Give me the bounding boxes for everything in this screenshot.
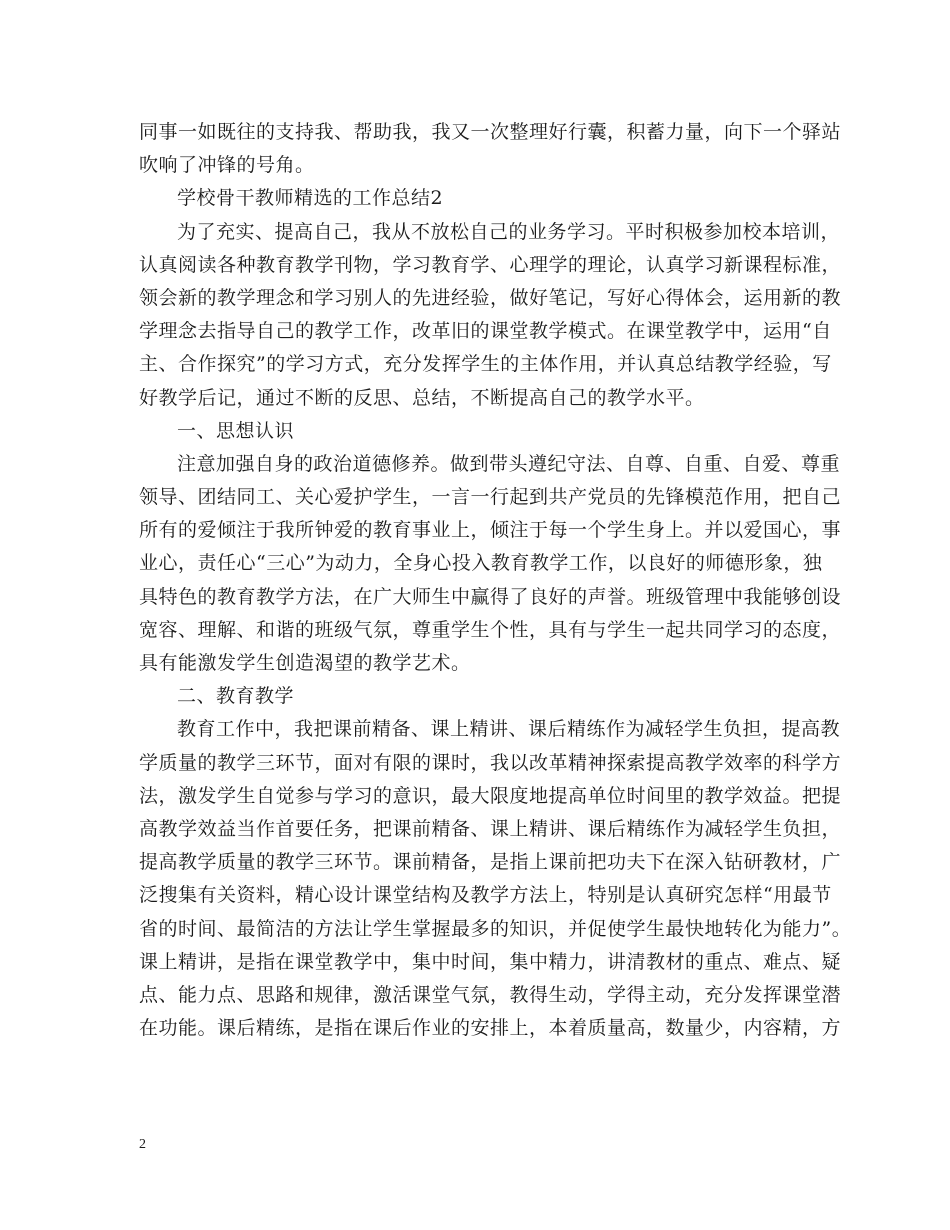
text-line: 泛搜集有关资料，精心设计课堂结构及教学方法上，特别是认真研究怎样“用最节 xyxy=(139,884,832,907)
text-line: 提高教学质量的教学三环节。课前精备，是指上课前把功夫下在深入钻研教材，广 xyxy=(139,851,842,874)
text-line: 领会新的教学理念和学习别人的先进经验，做好笔记，写好心得体会，运用新的教 xyxy=(139,286,842,309)
document-body xyxy=(139,116,852,1045)
text-line: 领导、团结同工、关心爱护学生，一言一行起到共产党员的先锋模范作用，把自己 xyxy=(139,486,842,509)
text-line: 学质量的教学三环节，面对有限的课时，我以改革精神探索提高教学效率的科学方 xyxy=(139,751,842,774)
paragraph xyxy=(139,182,819,215)
text-line: 高教学效益当作首要任务，把课前精备、课上精讲、课后精练作为减轻学生负担， xyxy=(139,817,842,840)
text-line: 主、合作探究”的学习方式，充分发挥学生的主体作用，并认真总结教学经验，写 xyxy=(139,353,832,376)
text-line: 课上精讲，是指在课堂教学中，集中时间，集中精力，讲清教材的重点、难点、疑 xyxy=(139,950,842,973)
text-line: 学理念去指导自己的教学工作，改革旧的课堂教学模式。在课堂教学中，运用“自 xyxy=(139,320,832,343)
text-line: 具特色的教育教学方法，在广大师生中赢得了良好的声誉。班级管理中我能够创设 xyxy=(139,585,842,608)
text-line: 点、能力点、思路和规律，激活课堂气氛，教得生动，学得主动，充分发挥课堂潜 xyxy=(139,983,842,1006)
text-line: 二、教育教学 xyxy=(177,685,295,708)
text-line: 吹响了冲锋的号角。 xyxy=(139,154,315,177)
paragraph xyxy=(139,713,852,1045)
page-number: 2 xyxy=(139,1137,146,1152)
text-line: 业心，责任心“三心”为动力，全身心投入教育教学工作，以良好的师德形象，独 xyxy=(139,552,823,575)
text-line: 同事一如既往的支持我、帮助我，我又一次整理好行囊，积蓄力量，向下一个驿站 xyxy=(139,121,842,143)
paragraph xyxy=(139,680,819,713)
text-line: 教育工作中，我把课前精备、课上精讲、课后精练作为减轻学生负担，提高教 xyxy=(177,718,841,741)
text-line: 省的时间、最简洁的方法让学生掌握最多的知识，并促使学生最快地转化为能力”。 xyxy=(139,917,852,940)
text-line: 法，激发学生自觉参与学习的意识，最大限度地提高单位时间里的教学效益。把提 xyxy=(139,784,842,807)
paragraph xyxy=(139,415,819,448)
paragraph xyxy=(139,116,842,182)
text-line: 注意加强自身的政治道德修养。做到带头遵纪守法、自尊、自重、自爱、尊重 xyxy=(177,452,841,475)
paragraph xyxy=(139,448,842,680)
paragraph xyxy=(139,216,842,415)
text-line: 宽容、理解、和谐的班级气氛，尊重学生个性，具有与学生一起共同学习的态度， xyxy=(139,618,842,641)
text-line: 一、思想认识 xyxy=(177,419,295,442)
text-line: 为了充实、提高自己，我从不放松自己的业务学习。平时积极参加校本培训， xyxy=(177,220,841,243)
text-line: 具有能激发学生创造渴望的教学艺术。 xyxy=(139,652,471,674)
text-line: 认真阅读各种教育教学刊物，学习教育学、心理学的理论，认真学习新课程标准， xyxy=(139,253,842,276)
text-line: 所有的爱倾注于我所钟爱的教育事业上，倾注于每一个学生身上。并以爱国心，事 xyxy=(139,519,842,542)
text-line: 学校骨干教师精选的工作总结2 xyxy=(177,187,444,210)
text-line: 在功能。课后精练，是指在课后作业的安排上，本着质量高，数量少，内容精，方 xyxy=(139,1017,842,1040)
text-line: 好教学后记，通过不断的反思、总结，不断提高自己的教学水平。 xyxy=(139,386,705,409)
